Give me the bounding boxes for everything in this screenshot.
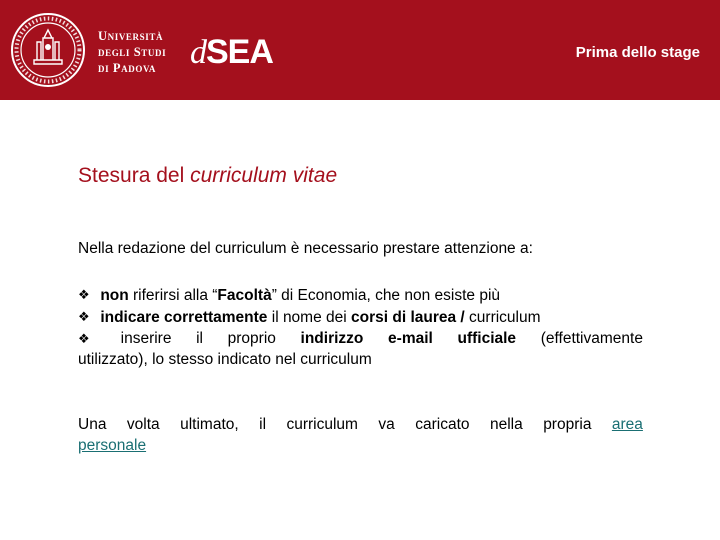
section-title-plain: Stesura del <box>78 164 191 187</box>
bullet-text: ” di Economia, che non esiste più <box>271 287 501 304</box>
list-item <box>78 328 643 370</box>
bullet-word-bold: ufficiale <box>457 330 517 347</box>
instruction-word: va <box>378 416 395 433</box>
bullet-text: il nome dei <box>267 309 352 326</box>
instruction-word: propria <box>543 416 592 433</box>
justified-line <box>78 414 643 435</box>
university-name-line: Università <box>98 29 164 43</box>
bullet-text-bold: indicare correttamente <box>100 309 268 326</box>
header-bar <box>0 0 720 100</box>
bullet-text: riferirsi alla “ <box>128 287 218 304</box>
instruction-word: caricato <box>415 416 470 433</box>
bullet-text-bold: corsi di laurea / <box>351 309 465 326</box>
instruction-word: il <box>259 416 267 433</box>
header-title: Prima dello stage <box>575 44 700 61</box>
diamond-bullet-icon: ❖ <box>78 287 90 302</box>
instruction-word: nella <box>489 416 523 433</box>
bullet-list <box>78 284 643 370</box>
instruction-word: Una <box>78 416 107 433</box>
bullet-word-bold: e-mail <box>388 330 433 347</box>
list-item <box>78 284 643 306</box>
bullet-word: inserire <box>120 330 172 347</box>
bullet-text: curriculum <box>464 309 541 326</box>
bullet-continuation: utilizzato), lo stesso indicato nel curriculum <box>78 351 372 368</box>
instruction-word: ultimato, <box>180 416 239 433</box>
area-personale-link[interactable]: personale <box>78 437 147 454</box>
dsea-logo-prefix: d <box>190 34 206 71</box>
university-name-line: di Padova <box>98 61 157 75</box>
justified-line <box>78 328 643 349</box>
bullet-text-bold: Facoltà <box>217 287 272 304</box>
section-title <box>78 164 337 188</box>
upload-instruction <box>78 414 643 456</box>
diamond-bullet-icon: ❖ <box>78 309 90 324</box>
bullet-word-bold: indirizzo <box>300 330 364 347</box>
university-seal-icon <box>10 12 86 88</box>
university-name-line: degli Studi <box>98 45 167 59</box>
dsea-logo <box>190 32 273 73</box>
instruction-word: volta <box>126 416 160 433</box>
bullet-word: (effettivamente <box>540 330 643 347</box>
dsea-logo-main: SEA <box>206 33 273 71</box>
bullet-text-bold: non <box>100 287 129 304</box>
intro-text: Nella redazione del curriculum è necessario prestare attenzione a: <box>78 240 533 257</box>
area-personale-link[interactable]: area <box>611 416 643 433</box>
bullet-word: il <box>196 330 203 347</box>
diamond-bullet-icon: ❖ <box>78 331 90 346</box>
section-title-italic: curriculum vitae <box>190 164 338 187</box>
university-name <box>98 28 166 76</box>
list-item <box>78 306 643 328</box>
instruction-word: curriculum <box>286 416 358 433</box>
bullet-word: proprio <box>227 330 276 347</box>
